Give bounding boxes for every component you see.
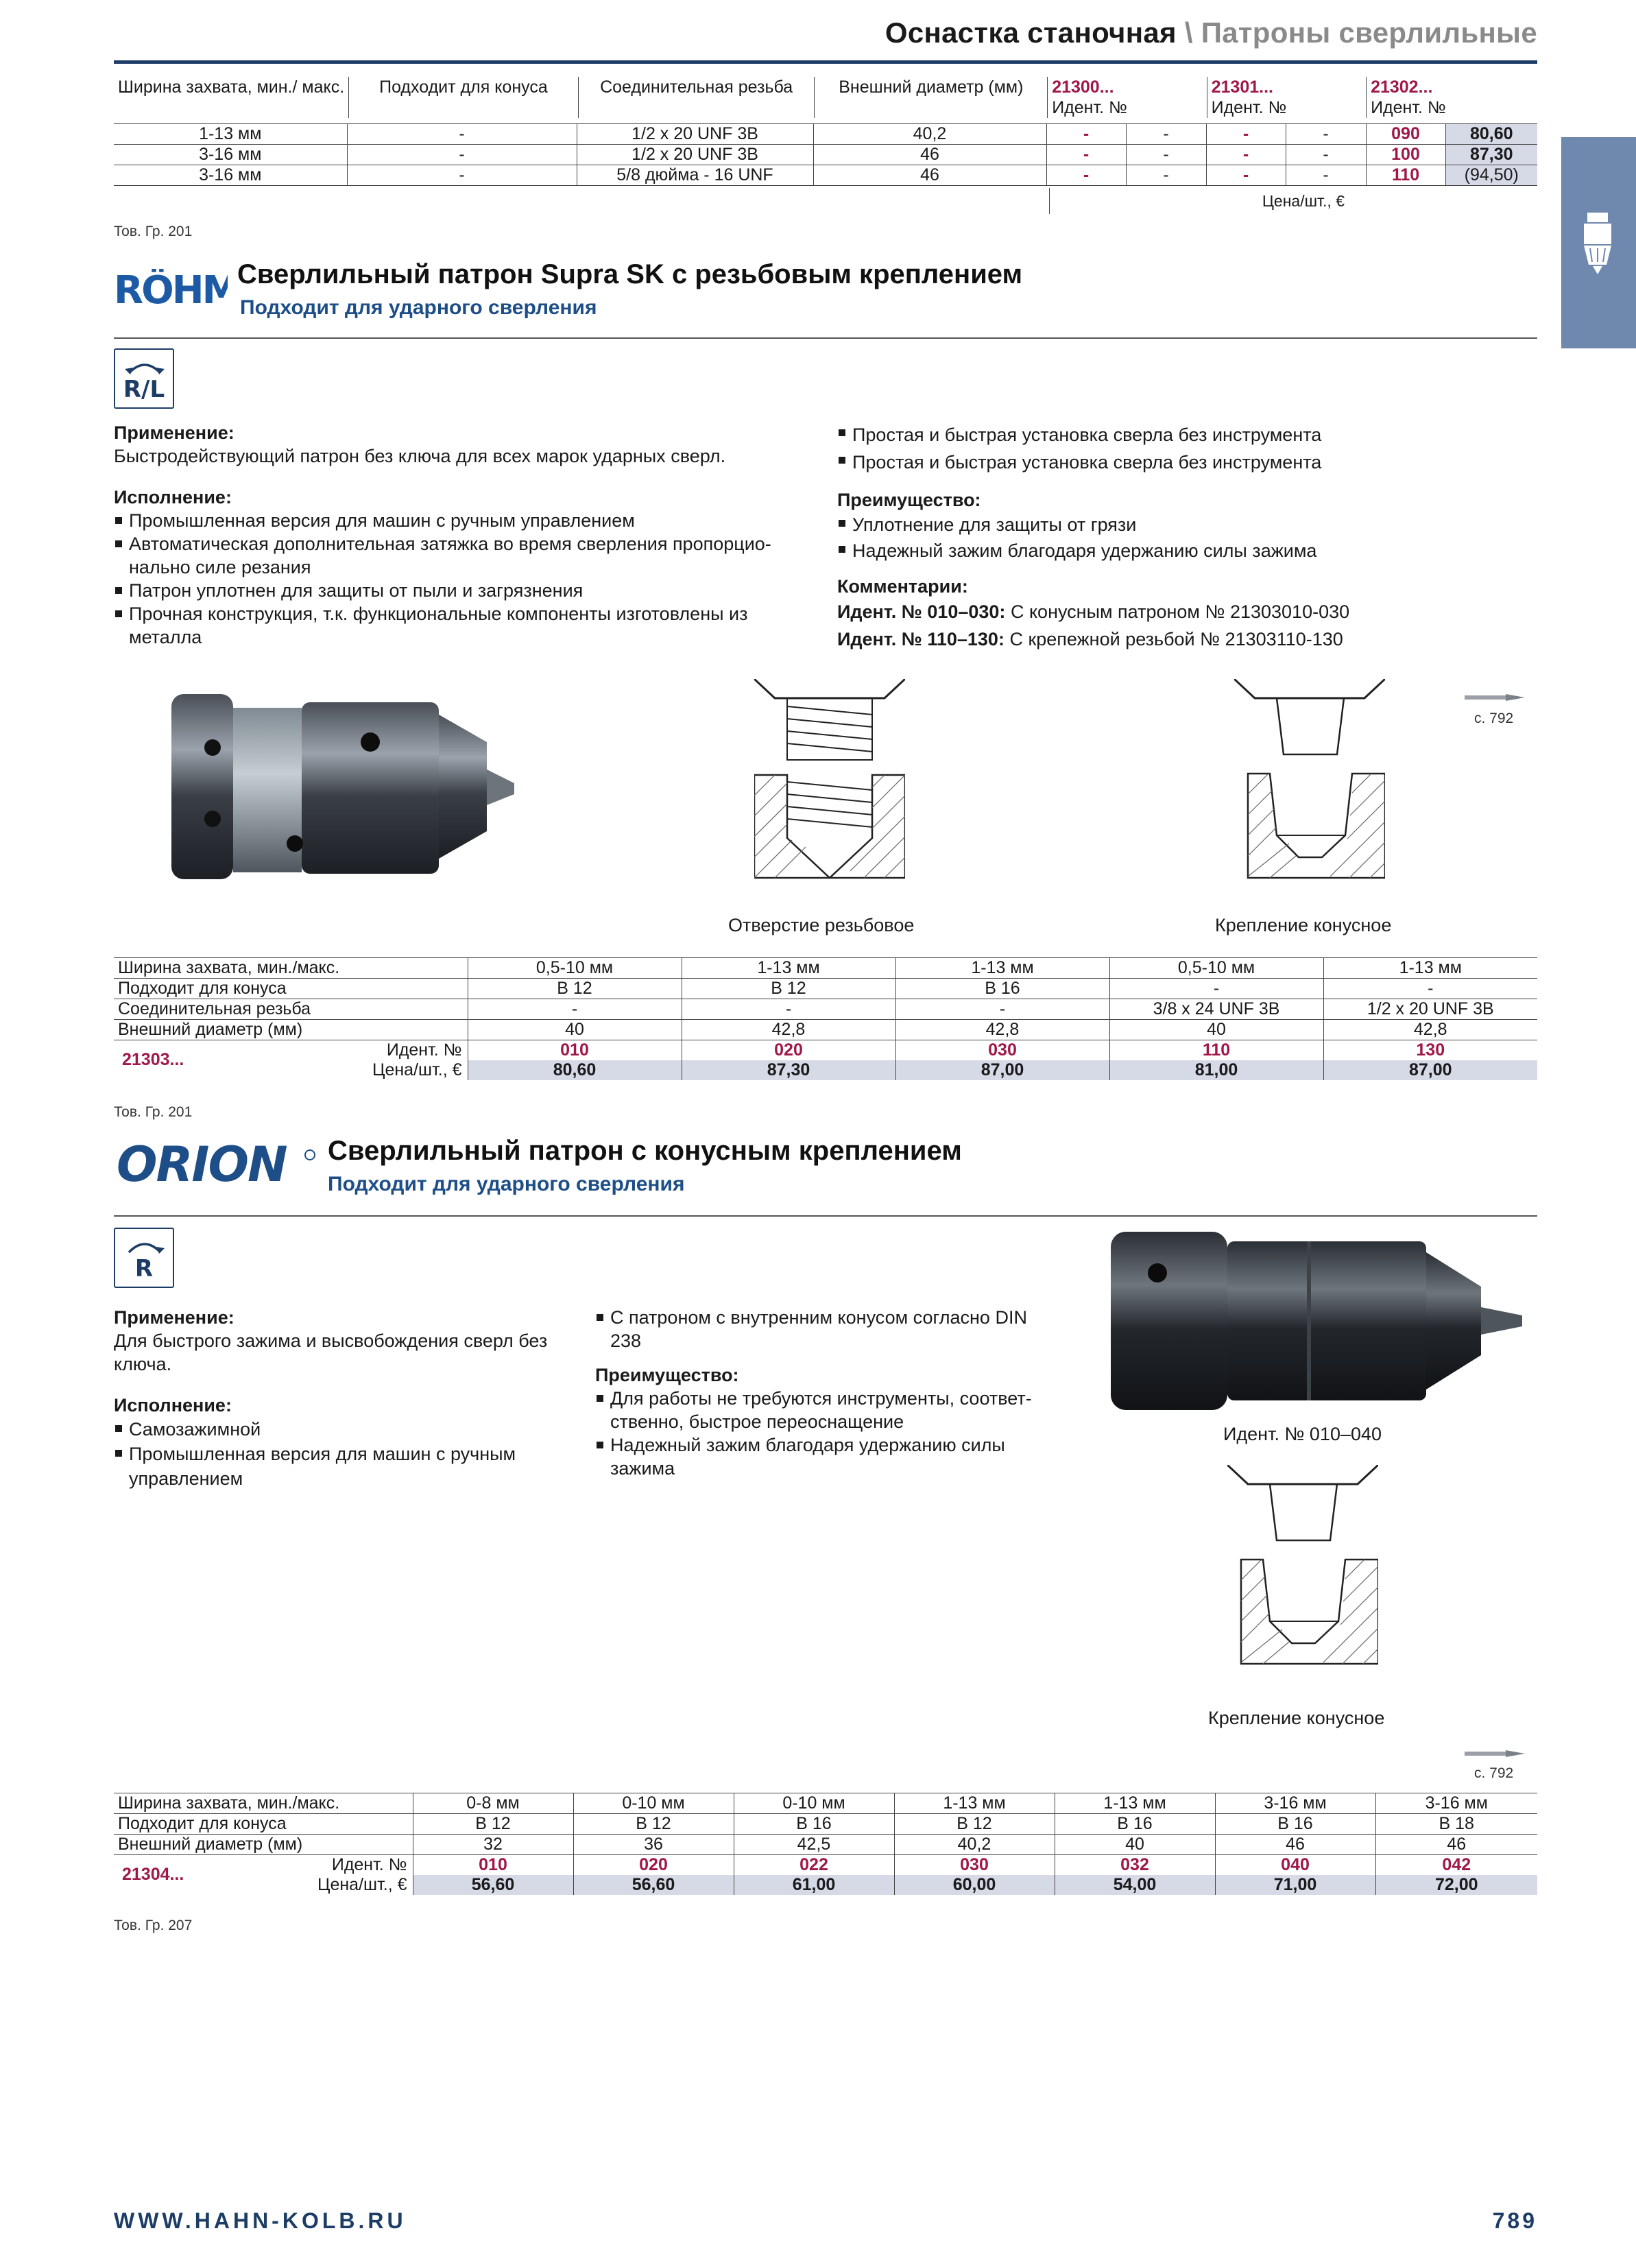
header-category: Оснастка станочная <box>885 16 1177 49</box>
table-row <box>114 979 1537 999</box>
cell-21301-id: - <box>1206 124 1286 145</box>
cell-id: 040 <box>1215 1855 1375 1876</box>
col-header-dia: Внешний диаметр (мм) <box>815 77 1048 118</box>
cell-21302-id: 110 <box>1366 165 1445 186</box>
cell-21302-id: 090 <box>1366 124 1445 145</box>
cell-cone: B 12 <box>894 1814 1055 1835</box>
cell-id: 020 <box>573 1855 734 1876</box>
cell-grip: 3-16 мм <box>114 145 347 165</box>
cell-cone: B 16 <box>734 1814 894 1835</box>
cell-grip: 0,5-10 мм <box>468 958 682 979</box>
group-sub: Идент. № <box>1052 98 1127 117</box>
page-header <box>885 16 1537 49</box>
table-row <box>114 145 1537 165</box>
top-table-body <box>114 123 1537 186</box>
cell-price: 87,00 <box>895 1060 1109 1080</box>
thread-diagram <box>754 679 905 892</box>
section1-title: Сверлильный патрон Supra SK с резьбовым креплением <box>237 259 1023 289</box>
cell-dia: 46 <box>813 165 1046 186</box>
cell-grip: 3-16 мм <box>1215 1793 1375 1814</box>
feature-list <box>837 421 1530 476</box>
feature-list <box>595 1306 1061 1352</box>
drill-bit-icon-2 <box>1465 1749 1528 1762</box>
cell-thread: 3/8 x 24 UNF 3B <box>1109 999 1323 1020</box>
page-ref-2: с. 792 <box>1474 1765 1514 1781</box>
cell-dia: 42,8 <box>895 1020 1109 1040</box>
list-item: Самозажимной <box>114 1417 580 1442</box>
cell-cone: B 18 <box>1375 1814 1537 1835</box>
list-item: Патрон уплотнен для защиты от пыли и загрязнения <box>114 579 806 602</box>
rohm-logo <box>114 269 228 312</box>
header-subcategory: Патроны сверлильные <box>1201 16 1537 49</box>
table-row <box>114 999 1537 1020</box>
cell-dia: 36 <box>573 1835 734 1855</box>
section1-rule <box>114 337 1537 339</box>
section2-left-text <box>114 1306 580 1491</box>
cell-thread: - <box>468 999 682 1020</box>
product-code: 21303... <box>122 1050 184 1069</box>
cell-grip: 0-8 мм <box>413 1793 573 1814</box>
execution-list <box>114 509 806 649</box>
row-label: Ширина захвата, мин./макс. <box>114 958 468 979</box>
group-21300 <box>1048 77 1207 118</box>
cell-id: 022 <box>734 1855 894 1876</box>
comment-1-text: С конусным патроном № 21303010-030 <box>1005 601 1350 622</box>
section1-right-text <box>837 421 1530 653</box>
cell-grip: 0,5-10 мм <box>1109 958 1323 979</box>
row-label: Ширина захвата, мин./макс. <box>114 1793 413 1814</box>
orion-logo-text: ORION <box>117 1141 287 1189</box>
top-table <box>114 77 1537 118</box>
cell-21302-id: 100 <box>1366 145 1445 165</box>
list-item: С патроном с внутренним конусом согласно DIN 238 <box>595 1306 1061 1352</box>
comments-heading: Комментарии: <box>837 576 968 597</box>
page-ref-1: с. 792 <box>1474 711 1514 726</box>
cell-dia: 46 <box>1375 1835 1537 1855</box>
group-21302 <box>1367 77 1537 118</box>
cell-grip: 0-10 мм <box>573 1793 734 1814</box>
cell-price: 71,00 <box>1215 1875 1375 1895</box>
table-row <box>114 1835 1537 1855</box>
group-code: 21301... <box>1211 77 1273 97</box>
chuck-image <box>1111 1225 1543 1417</box>
list-item: Промышленная версия для машин с ручным управлением <box>114 1442 580 1491</box>
application-text: Для быстрого зажима и высвобождения сверл без ключа. <box>114 1330 548 1374</box>
cell-id: 032 <box>1055 1855 1215 1876</box>
cell-price: 61,00 <box>734 1875 894 1895</box>
caption-cone-mount-2: Крепление конусное <box>1208 1708 1385 1728</box>
cell-dia: 42,8 <box>682 1020 895 1040</box>
product-code: 21304... <box>122 1865 184 1884</box>
section1-subtitle: Подходит для ударного сверления <box>240 296 597 319</box>
cell-thread: 1/2 x 20 UNF 3B <box>577 124 813 145</box>
cell-cone: - <box>347 165 577 186</box>
list-item: Надежный зажим благодаря удержанию силы зажима <box>595 1433 1061 1480</box>
cell-thread: - <box>682 999 895 1020</box>
id-label: Идент. № <box>386 1040 462 1060</box>
rotation-rl-icon <box>114 348 174 409</box>
cone-mount-drawing-2 <box>1227 1465 1378 1681</box>
cell-id: 010 <box>468 1040 682 1061</box>
cell-price: 56,60 <box>413 1875 573 1895</box>
row-label: Внешний диаметр (мм) <box>114 1835 413 1855</box>
cell-price: 54,00 <box>1055 1875 1215 1895</box>
cell-id: 042 <box>1375 1855 1537 1876</box>
col-header-grip: Ширина захвата, мин./ макс. <box>118 77 345 97</box>
table-row-id <box>114 1855 1537 1876</box>
cell-grip: 3-16 мм <box>1375 1793 1537 1814</box>
thread-hole-drawing <box>754 679 905 895</box>
price-label: Цена/шт., € <box>317 1875 407 1894</box>
cell-thread: 1/2 x 20 UNF 3B <box>1323 999 1537 1020</box>
cell-21302-price: 87,30 <box>1445 145 1537 165</box>
caption-thread-hole: Отверстие резьбовое <box>728 915 915 935</box>
icon-label: R <box>134 1255 154 1282</box>
cell-dia: 40 <box>1109 1020 1323 1040</box>
table-row <box>114 1020 1537 1040</box>
cell-thread: 5/8 дюйма - 16 UNF <box>577 165 813 186</box>
cell-dia: 40,2 <box>894 1835 1055 1855</box>
col-header-cone: Подходит для конуса <box>349 77 579 118</box>
advantage-list <box>837 512 1530 564</box>
cell-dia: 40 <box>1055 1835 1215 1855</box>
cell-dia: 46 <box>813 145 1046 165</box>
table-row-id <box>114 1040 1537 1061</box>
cell-grip: 1-13 мм <box>1055 1793 1215 1814</box>
code-id-label <box>114 1855 413 1896</box>
application-text: Быстродействующий патрон без ключа для всех марок ударных сверл. <box>114 446 726 466</box>
table-row <box>114 165 1537 186</box>
comment-2-id: Идент. № 110–130: <box>837 629 1005 649</box>
group-21301 <box>1207 77 1366 118</box>
cell-21301-id: - <box>1206 145 1286 165</box>
rotation-arrow-icon <box>123 1234 166 1255</box>
cell-price: 87,30 <box>682 1060 895 1080</box>
rotation-r-icon <box>114 1228 174 1288</box>
cell-grip: 1-13 мм <box>114 124 347 145</box>
caption-cone-mount: Крепление конусное <box>1215 915 1392 935</box>
cell-21300-price: - <box>1126 145 1206 165</box>
tov-group-1: Тов. Гр. 201 <box>114 224 193 239</box>
cell-21300-id: - <box>1046 145 1126 165</box>
cell-21301-price: - <box>1286 165 1366 186</box>
comment-2 <box>837 625 1530 653</box>
list-item: Простая и быстрая установка сверла без инструмента <box>837 449 1530 476</box>
row-label: Подходит для конуса <box>114 1814 413 1835</box>
table-21303 <box>114 957 1537 1080</box>
cell-thread: - <box>895 999 1109 1020</box>
row-label: Подходит для конуса <box>114 979 468 999</box>
cell-dia: 40 <box>468 1020 682 1040</box>
chuck-image <box>171 687 528 886</box>
cell-cone: - <box>1109 979 1323 999</box>
group-code: 21300... <box>1052 77 1114 97</box>
execution-heading: Исполнение: <box>114 487 232 508</box>
advantage-heading: Преимущество: <box>595 1365 739 1385</box>
tov-group-2: Тов. Гр. 201 <box>114 1104 193 1120</box>
section2-title: Сверлильный патрон с конусным креплением <box>328 1136 962 1166</box>
top-table-header-row <box>114 77 1537 118</box>
cell-cone: - <box>347 145 577 165</box>
row-label: Соединительная резьба <box>114 999 468 1020</box>
cell-id: 020 <box>682 1040 895 1061</box>
cell-grip: 3-16 мм <box>114 165 347 186</box>
advantage-heading: Преимущество: <box>837 490 981 510</box>
cell-21300-price: - <box>1126 124 1206 145</box>
list-item: Надежный зажим благодаря удержанию силы зажима <box>837 538 1530 564</box>
cell-21300-id: - <box>1046 165 1126 186</box>
group-sub: Идент. № <box>1211 98 1287 117</box>
execution-list <box>114 1417 580 1491</box>
drill-chuck-icon <box>1561 137 1636 348</box>
rohm-logo-text: RÖHM <box>114 269 228 309</box>
cell-id: 110 <box>1109 1040 1323 1061</box>
cell-21302-price: 80,60 <box>1445 124 1537 145</box>
list-item: Прочная конструкция, т.к. функциональные компоненты изготовлены из металла <box>114 602 806 649</box>
cell-grip: 1-13 мм <box>682 958 895 979</box>
cone-diagram <box>1234 679 1385 892</box>
section2-subtitle: Подходит для ударного сверления <box>328 1173 685 1195</box>
cell-grip: 0-10 мм <box>734 1793 894 1814</box>
table-row <box>114 958 1537 979</box>
cell-cone: - <box>347 124 577 145</box>
icon-label: R/L <box>123 376 165 403</box>
price-label: Цена/шт., € <box>372 1060 462 1079</box>
cell-grip: 1-13 мм <box>895 958 1109 979</box>
table-row <box>114 124 1537 145</box>
cell-id: 130 <box>1323 1040 1537 1061</box>
cell-cone: B 16 <box>1215 1814 1375 1835</box>
cell-dia: 46 <box>1215 1835 1375 1855</box>
price-label-text: Цена/шт., € <box>1262 192 1345 210</box>
col-header-thread: Соединительная резьба <box>578 77 815 118</box>
table-21304 <box>114 1793 1537 1895</box>
orion-logo <box>114 1141 317 1193</box>
section1-left-text <box>114 421 806 649</box>
cell-grip: 1-13 мм <box>894 1793 1055 1814</box>
footer-url[interactable]: WWW.HAHN-KOLB.RU <box>114 2208 407 2233</box>
cell-price: 80,60 <box>468 1060 682 1080</box>
list-item: Уплотнение для защиты от грязи <box>837 512 1530 538</box>
row-label: Внешний диаметр (мм) <box>114 1020 468 1040</box>
application-heading: Применение: <box>114 1307 234 1328</box>
code-id-label <box>114 1040 468 1081</box>
cell-cone: B 12 <box>682 979 895 999</box>
cell-dia: 32 <box>413 1835 573 1855</box>
rohm-chuck-photo <box>171 687 528 890</box>
table-row <box>114 1793 1537 1814</box>
photo-caption-2: Идент. № 010–040 <box>1223 1424 1382 1444</box>
cell-21300-price: - <box>1126 165 1206 186</box>
cone-mount-drawing <box>1234 679 1385 895</box>
cell-grip: 1-13 мм <box>1323 958 1537 979</box>
cone-diagram <box>1227 1465 1378 1678</box>
cell-cone: - <box>1323 979 1537 999</box>
rohm-logo-icon <box>114 269 228 309</box>
group-code: 21302... <box>1371 77 1433 97</box>
rotation-arrows-icon <box>123 355 166 376</box>
orion-chuck-photo <box>1111 1225 1543 1420</box>
cell-price: 87,00 <box>1323 1060 1537 1080</box>
group-sub: Идент. № <box>1371 98 1446 117</box>
cell-cone: B 12 <box>573 1814 734 1835</box>
cell-id: 010 <box>413 1855 573 1876</box>
list-item: Для работы не требуются инструменты, соответ-ственно, быстрое переоснащение <box>595 1387 1061 1433</box>
cell-price: 60,00 <box>894 1875 1055 1895</box>
cell-price: 81,00 <box>1109 1060 1323 1080</box>
cell-21302-price: (94,50) <box>1445 165 1537 186</box>
comment-1-id: Идент. № 010–030: <box>837 601 1006 622</box>
cell-id: 030 <box>895 1040 1109 1061</box>
orion-logo-icon <box>114 1141 317 1189</box>
page-number: 789 <box>1492 2208 1537 2233</box>
cell-id: 030 <box>894 1855 1055 1876</box>
drill-bit-icon <box>1465 693 1528 706</box>
comment-1 <box>837 598 1530 625</box>
top-price-label <box>1049 188 1345 214</box>
list-item: Простая и быстрая установка сверла без инструмента <box>837 421 1530 449</box>
list-item: Промышленная версия для машин с ручным управлением <box>114 509 806 532</box>
cell-21301-id: - <box>1206 165 1286 186</box>
cell-21301-price: - <box>1286 145 1366 165</box>
comment-2-text: С крепежной резьбой № 21303110-130 <box>1004 629 1343 649</box>
cell-thread: 1/2 x 20 UNF 3B <box>577 145 813 165</box>
execution-heading: Исполнение: <box>114 1395 232 1416</box>
id-label: Идент. № <box>331 1855 407 1874</box>
advantage-list <box>595 1387 1061 1480</box>
list-item: Автоматическая дополнительная затяжка во время сверления пропорцио-нально силе резания <box>114 532 806 579</box>
header-separator: \ <box>1176 16 1201 49</box>
header-rule <box>114 60 1537 64</box>
cell-dia: 42,5 <box>734 1835 894 1855</box>
cell-21301-price: - <box>1286 124 1366 145</box>
cell-dia: 42,8 <box>1323 1020 1537 1040</box>
cell-cone: B 12 <box>468 979 682 999</box>
section2-mid-text <box>595 1306 1061 1480</box>
cell-cone: B 16 <box>1055 1814 1215 1835</box>
cell-21300-id: - <box>1046 124 1126 145</box>
cell-price: 56,60 <box>573 1875 734 1895</box>
cell-cone: B 12 <box>413 1814 573 1835</box>
side-tab[interactable] <box>1561 137 1636 348</box>
application-heading: Применение: <box>114 422 234 443</box>
tov-group-3: Тов. Гр. 207 <box>114 1918 193 1933</box>
section2-rule <box>114 1215 1537 1217</box>
cell-dia: 40,2 <box>813 124 1046 145</box>
cell-price: 72,00 <box>1375 1875 1537 1895</box>
cell-cone: B 16 <box>895 979 1109 999</box>
table-row <box>114 1814 1537 1835</box>
